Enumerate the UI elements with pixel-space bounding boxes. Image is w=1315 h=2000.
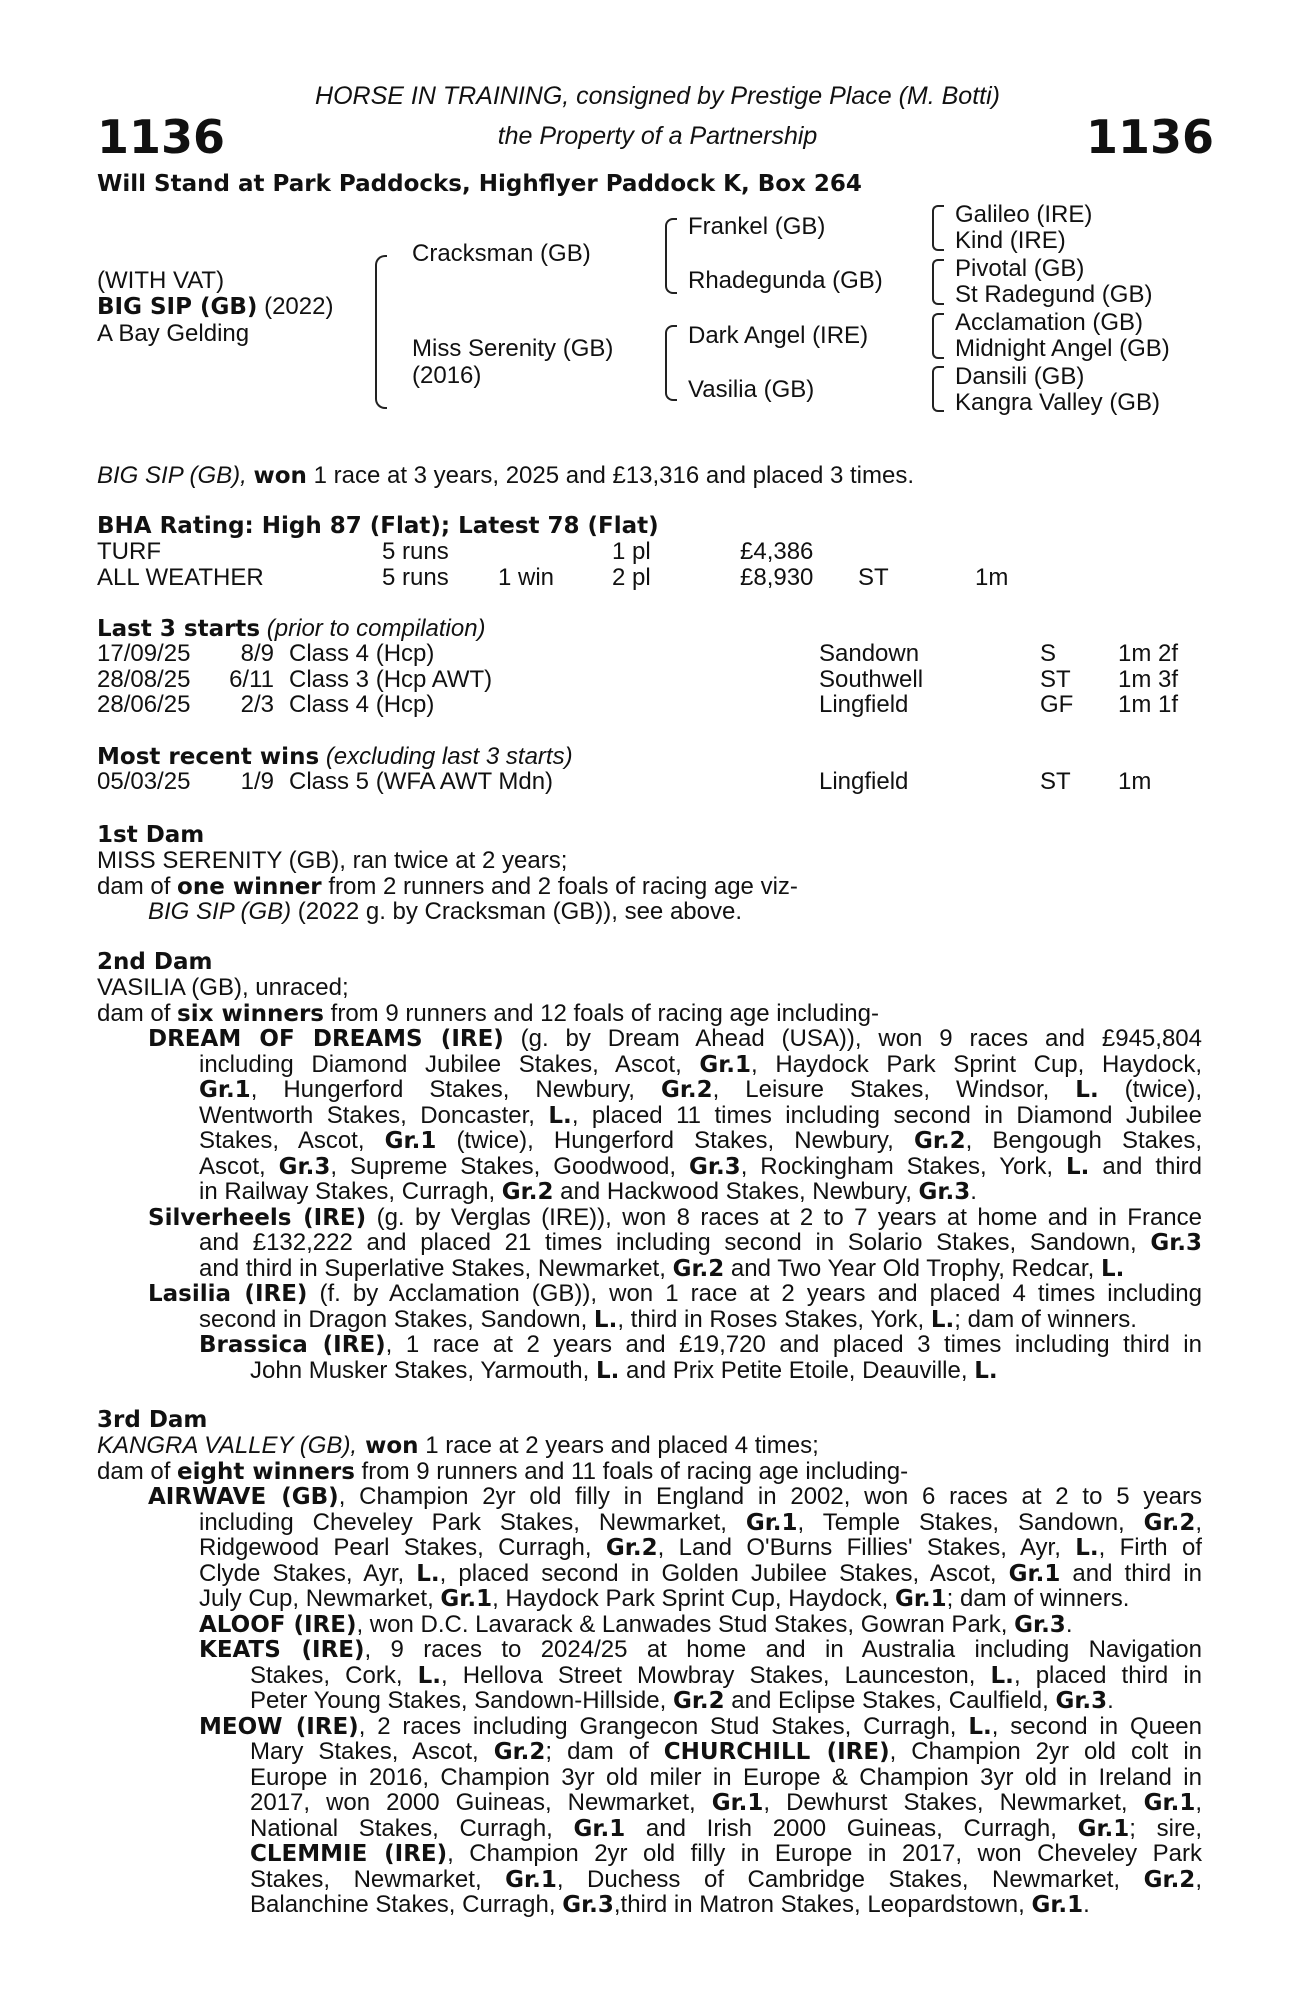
pedigree-g7: Dansili (GB): [955, 363, 1085, 390]
pedigree-brace-g3: [932, 313, 944, 359]
progeny-line: Mary Stakes, Ascot, Gr.2; dam of CHURCHILL (IRE), Champion 2yr old colt in: [250, 1739, 1202, 1765]
pedigree-g5: Acclamation (GB): [955, 309, 1144, 336]
race-class: Class 3 (Hcp AWT): [289, 665, 493, 693]
race-position: 1/9: [240, 768, 274, 795]
dam2-l2c: from 9 runners and 12 foals of racing age including-: [323, 1000, 879, 1027]
race-going: ST: [1040, 665, 1071, 693]
race-position: 8/9: [240, 640, 274, 667]
pedigree-g1: Galileo (IRE): [955, 201, 1093, 228]
dam1-l3b: (2022 g. by Cracksman (GB)), see above.: [291, 898, 742, 925]
dam3-l2a: dam of: [97, 1458, 178, 1485]
dam3-l1b: won: [357, 1433, 419, 1459]
rating-prize: £4,386: [740, 538, 814, 565]
lot-number-left: 1136: [97, 110, 226, 164]
dam3-l2c: from 9 runners and 11 foals of racing age including-: [354, 1458, 909, 1485]
progeny-line: ALOOF (IRE), won D.C. Lavarack & Lanwades Stud Stakes, Gowran Park, Gr.3.: [199, 1611, 1073, 1638]
progeny-line: Ascot, Gr.3, Supreme Stakes, Goodwood, Gr.3, Rockingham Stakes, York, L. and third: [199, 1153, 1202, 1180]
progeny-line: and third in Superlative Stakes, Newmarket, Gr.2 and Two Year Old Trophy, Redcar, L.: [199, 1255, 1125, 1282]
dam1-l2c: from 2 runners and 2 foals of racing age viz-: [321, 873, 798, 900]
rating-runs: 5 runs: [382, 538, 449, 565]
property-line: the Property of a Partnership: [497, 122, 818, 150]
race-class: Class 4 (Hcp): [289, 640, 435, 667]
pedigree-brace-g1: [932, 205, 944, 251]
progeny-line: Peter Young Stakes, Sandown-Hillside, Gr.2 and Eclipse Stakes, Caulfield, Gr.3.: [250, 1688, 1114, 1714]
race-summary: [97, 463, 914, 490]
race-date: 17/09/25: [97, 640, 191, 667]
pedigree-dam-dam: Vasilia (GB): [688, 376, 815, 403]
progeny-line: National Stakes, Curragh, Gr.1 and Irish 2000 Guineas, Curragh, Gr.1; sire,: [250, 1815, 1202, 1842]
rating-runs: 5 runs: [382, 564, 449, 591]
progeny-line: Brassica (IRE), 1 race at 2 years and £19,720 and placed 3 times including third in: [199, 1332, 1202, 1358]
race-going: S: [1040, 640, 1057, 667]
race-position: 6/11: [229, 665, 274, 693]
pedigree-brace-g4: [932, 366, 944, 412]
consignment-line: HORSE IN TRAINING, consigned by Prestige Place (M. Botti): [315, 82, 1000, 110]
last3-title: Last 3 starts: [97, 616, 261, 642]
race-course: Lingfield: [819, 768, 909, 795]
dam1-line3: [148, 899, 742, 925]
progeny-line: in Railway Stakes, Curragh, Gr.2 and Hackwood Stakes, Newbury, Gr.3.: [199, 1179, 977, 1205]
rating-placed: 2 pl: [612, 564, 651, 591]
dam2-line2: [97, 1001, 879, 1028]
dam1-title: 1st Dam: [97, 822, 205, 848]
progeny-line: Gr.1, Hungerford Stakes, Newbury, Gr.2, Leisure Stakes, Windsor, L. (twice),: [199, 1077, 1202, 1103]
progeny-line: Balanchine Stakes, Curragh, Gr.3,third in Matron Stakes, Leopardstown, Gr.1.: [250, 1892, 1090, 1918]
progeny-line: MEOW (IRE), 2 races including Grangecon Stud Stakes, Curragh, L., second in Queen: [199, 1713, 1202, 1740]
recent-title: Most recent wins: [97, 744, 320, 770]
progeny-line: Lasilia (IRE) (f. by Acclamation (GB)), won 1 race at 2 years and placed 4 times including: [148, 1281, 1202, 1307]
progeny-line: Clyde Stakes, Ayr, L., placed second in Golden Jubilee Stakes, Ascot, Gr.1 and third in: [199, 1560, 1202, 1587]
dam1-l3: BIG SIP (GB): [148, 898, 292, 925]
rating-wins: 1 win: [498, 564, 555, 591]
rating-surface: TURF: [97, 538, 161, 565]
pedigree-g8: Kangra Valley (GB): [955, 389, 1160, 416]
dam2-line1: VASILIA (GB), unraced;: [97, 974, 349, 1001]
lot-number-right: 1136: [1086, 110, 1215, 164]
pedigree-brace-dam: [665, 325, 677, 401]
dam2-l2a: dam of: [97, 1000, 178, 1027]
horse-year: (2022): [264, 293, 334, 320]
race-date: 28/08/25: [97, 665, 191, 693]
rating-surface: ALL WEATHER: [97, 564, 264, 591]
horse-name-line: [97, 294, 333, 321]
dam2-l2b: six winners: [177, 1001, 324, 1027]
dam3-l1c: 1 race at 2 years and placed 4 times;: [418, 1432, 819, 1459]
race-distance: 1m: [1118, 768, 1152, 795]
race-distance: 1m 2f: [1118, 640, 1179, 667]
pedigree-g2: Kind (IRE): [955, 227, 1066, 254]
horse-description: A Bay Gelding: [97, 320, 250, 347]
pedigree-dam-sire: Dark Angel (IRE): [688, 322, 869, 349]
progeny-line: Stakes, Newmarket, Gr.1, Duchess of Cambridge Stakes, Newmarket, Gr.2,: [250, 1866, 1202, 1893]
progeny-line: Europe in 2016, Champion 3yr old miler in Europe & Champion 3yr old in Ireland in: [250, 1764, 1202, 1791]
progeny-line: Silverheels (IRE) (g. by Verglas (IRE)), won 8 races at 2 to 7 years at home and in France: [148, 1204, 1202, 1231]
progeny-line: and £132,222 and placed 21 times including second in Solario Stakes, Sandown, Gr.3: [199, 1230, 1202, 1256]
dam3-line1: [97, 1433, 819, 1460]
dam3-line2: [97, 1459, 908, 1486]
progeny-line: KEATS (IRE), 9 races to 2024/25 at home and in Australia including Navigation: [199, 1637, 1202, 1663]
dam1-l2a: dam of: [97, 873, 178, 900]
progeny-line: July Cup, Newmarket, Gr.1, Haydock Park Sprint Cup, Haydock, Gr.1; dam of winners.: [199, 1586, 1130, 1612]
pedigree-sire-sire: Frankel (GB): [688, 213, 826, 240]
summary-text: 1 race at 3 years, 2025 and £13,316 and placed 3 times.: [313, 462, 915, 489]
progeny-line: John Musker Stakes, Yarmouth, L. and Prix Petite Etoile, Deauville, L.: [250, 1357, 998, 1384]
rating-prize: £8,930: [740, 564, 814, 591]
progeny-line: Wentworth Stakes, Doncaster, L., placed 11 times including second in Diamond Jubilee: [199, 1102, 1202, 1129]
progeny-line: DREAM OF DREAMS (IRE) (g. by Dream Ahead (USA)), won 9 races and £945,804: [148, 1026, 1202, 1052]
pedigree-brace-sire: [665, 218, 677, 294]
dam3-title: 3rd Dam: [97, 1407, 208, 1433]
rating-going: ST: [858, 564, 889, 591]
horse-name: BIG SIP (GB): [97, 294, 258, 320]
race-position: 2/3: [240, 691, 274, 718]
summary-won: won: [253, 463, 307, 489]
race-distance: 1m 3f: [1118, 665, 1179, 693]
race-going: ST: [1040, 768, 1071, 795]
dam2-title: 2nd Dam: [97, 949, 213, 975]
progeny-line: second in Dragon Stakes, Sandown, L., third in Roses Stakes, York, L.; dam of winners.: [199, 1306, 1137, 1333]
recent-heading: [97, 744, 573, 771]
race-class: Class 4 (Hcp): [289, 691, 435, 718]
progeny-line: 2017, won 2000 Guineas, Newmarket, Gr.1, Dewhurst Stakes, Newmarket, Gr.1,: [250, 1790, 1202, 1816]
progeny-line: including Cheveley Park Stakes, Newmarket, Gr.1, Temple Stakes, Sandown, Gr.2,: [199, 1509, 1202, 1536]
last3-heading: [97, 616, 486, 643]
race-date: 28/06/25: [97, 691, 191, 718]
recent-note: (excluding last 3 starts): [325, 743, 573, 770]
pedigree-dam: Miss Serenity (GB): [412, 335, 614, 362]
pedigree-sire: Cracksman (GB): [412, 240, 591, 267]
dam1-line2: [97, 874, 798, 901]
progeny-line: Stakes, Cork, L., Hellova Street Mowbray Stakes, Launceston, L., placed third in: [250, 1662, 1202, 1689]
pedigree-g4: St Radegund (GB): [955, 281, 1153, 308]
dam3-l2b: eight winners: [177, 1459, 355, 1485]
progeny-line: CLEMMIE (IRE), Champion 2yr old filly in Europe in 2017, won Cheveley Park: [250, 1841, 1202, 1867]
race-course: Southwell: [819, 665, 924, 693]
stand-line: Will Stand at Park Paddocks, Highflyer Paddock K, Box 264: [97, 171, 862, 197]
summary-horse: BIG SIP (GB),: [97, 462, 247, 489]
race-course: Sandown: [819, 640, 920, 667]
pedigree-sire-dam: Rhadegunda (GB): [688, 267, 883, 294]
progeny-line: Ridgewood Pearl Stakes, Curragh, Gr.2, Land O'Burns Fillies' Stakes, Ayr, L., Firth of: [199, 1535, 1202, 1561]
last3-note: (prior to compilation): [266, 615, 486, 642]
pedigree-brace-g2: [932, 259, 944, 305]
progeny-line: AIRWAVE (GB), Champion 2yr old filly in England in 2002, won 6 races at 2 to 5 years: [148, 1484, 1202, 1510]
vat-label: (WITH VAT): [97, 267, 225, 294]
dam3-l1a: KANGRA VALLEY (GB),: [97, 1432, 358, 1459]
race-class: Class 5 (WFA AWT Mdn): [289, 768, 554, 795]
rating-distance: 1m: [975, 564, 1009, 591]
dam1-l2b: one winner: [177, 874, 322, 900]
pedigree-dam-year: (2016): [412, 362, 482, 389]
race-distance: 1m 1f: [1118, 691, 1179, 718]
pedigree-g3: Pivotal (GB): [955, 255, 1085, 282]
race-course: Lingfield: [819, 691, 909, 718]
progeny-line: including Diamond Jubilee Stakes, Ascot, Gr.1, Haydock Park Sprint Cup, Haydock,: [199, 1051, 1202, 1078]
race-going: GF: [1040, 691, 1074, 718]
pedigree-brace-main: [375, 255, 387, 409]
pedigree-g6: Midnight Angel (GB): [955, 335, 1170, 362]
race-date: 05/03/25: [97, 768, 191, 795]
progeny-line: Stakes, Ascot, Gr.1 (twice), Hungerford Stakes, Newbury, Gr.2, Bengough Stakes,: [199, 1128, 1202, 1154]
dam1-line1: MISS SERENITY (GB), ran twice at 2 years;: [97, 847, 568, 874]
bha-rating: BHA Rating: High 87 (Flat); Latest 78 (Flat): [97, 513, 659, 539]
rating-placed: 1 pl: [612, 538, 651, 565]
